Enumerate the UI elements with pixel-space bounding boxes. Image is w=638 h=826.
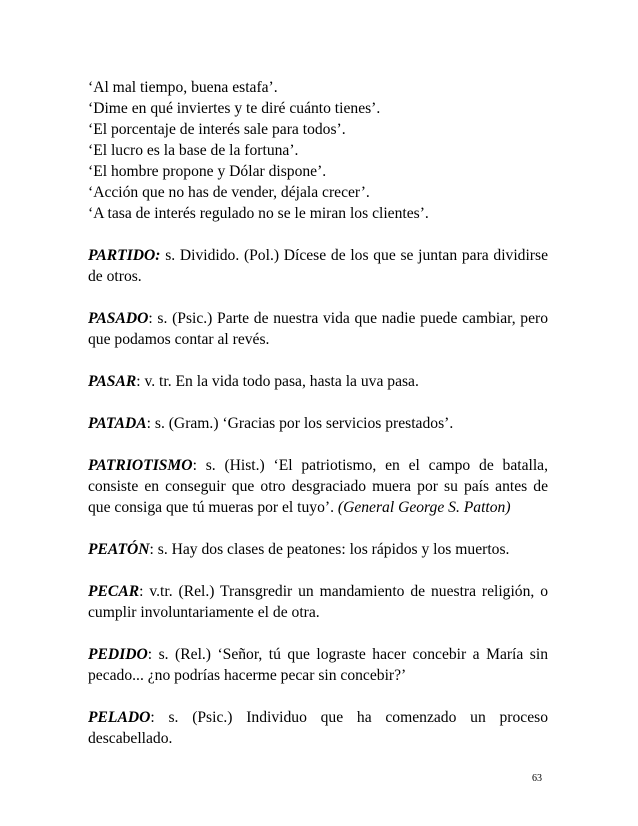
dictionary-entry-pecar [88,581,548,623]
dictionary-entry-pedido [88,644,548,686]
dictionary-entry-pasar [88,371,548,392]
entry-term: PASAR [88,373,137,390]
entry-definition: : s. (Gram.) ‘Gracias por los servicios prestados’. [146,415,454,432]
dictionary-entry-peaton [88,539,548,560]
dictionary-entry-partido [88,245,548,287]
entry-term: PATADA [88,415,147,432]
entry-definition: : v.tr. (Rel.) Transgredir un mandamiento de nuestra religión, o cumplir involuntariamente el de otra. [88,583,548,621]
entry-definition: : s. (Psic.) Parte de nuestra vida que nadie puede cambiar, pero que podamos contar al revés. [88,310,548,348]
quote-line: ‘El porcentaje de interés sale para todos’. [88,121,346,138]
quote-line: ‘El lucro es la base de la fortuna’. [88,142,299,159]
quote-line: ‘Acción que no has de vender, déjala crecer’. [88,184,370,201]
entry-term: PATRIOTISMO [88,457,193,474]
entry-definition: s. Dividido. (Pol.) Dícese de los que se juntan para dividirse de otros. [88,247,548,285]
entry-term: PARTIDO: [88,247,161,264]
dictionary-entry-pelado [88,707,548,749]
entry-term: PASADO [88,310,149,327]
page-number: 63 [532,773,542,784]
entry-definition: : s. (Hist.) ‘El patriotismo, en el campo de batalla, consiste en conseguir que otro desgraciado muera por su país antes de que consiga que tú mueras por el tuyo’. [88,457,548,516]
entry-definition: : s. (Psic.) Individuo que ha comenzado un proceso descabellado. [88,709,548,747]
entry-citation: (General George S. Patton) [337,499,511,516]
quote-line: ‘A tasa de interés regulado no se le miran los clientes’. [88,205,429,222]
entry-term: PEDIDO [88,646,148,663]
entry-definition: : s. Hay dos clases de peatones: los rápidos y los muertos. [149,541,510,558]
dictionary-entry-patada [88,413,548,434]
quote-line: ‘El hombre propone y Dólar dispone’. [88,163,327,180]
entry-term: PECAR [88,583,140,600]
dictionary-entry-patriotismo [88,455,548,518]
entry-term: PELADO [88,709,151,726]
quote-list [88,77,548,224]
quote-line: ‘Al mal tiempo, buena estafa’. [88,79,278,96]
entry-term: PEATÓN [88,541,150,558]
entry-definition: : s. (Rel.) ‘Señor, tú que lograste hacer concebir a María sin pecado... ¿no podrías hacerme pecar sin concebir?’ [88,646,548,684]
page-content [88,77,548,749]
dictionary-entry-pasado [88,308,548,350]
entry-definition: : v. tr. En la vida todo pasa, hasta la uva pasa. [136,373,419,390]
quote-line: ‘Dime en qué inviertes y te diré cuánto tienes’. [88,100,381,117]
